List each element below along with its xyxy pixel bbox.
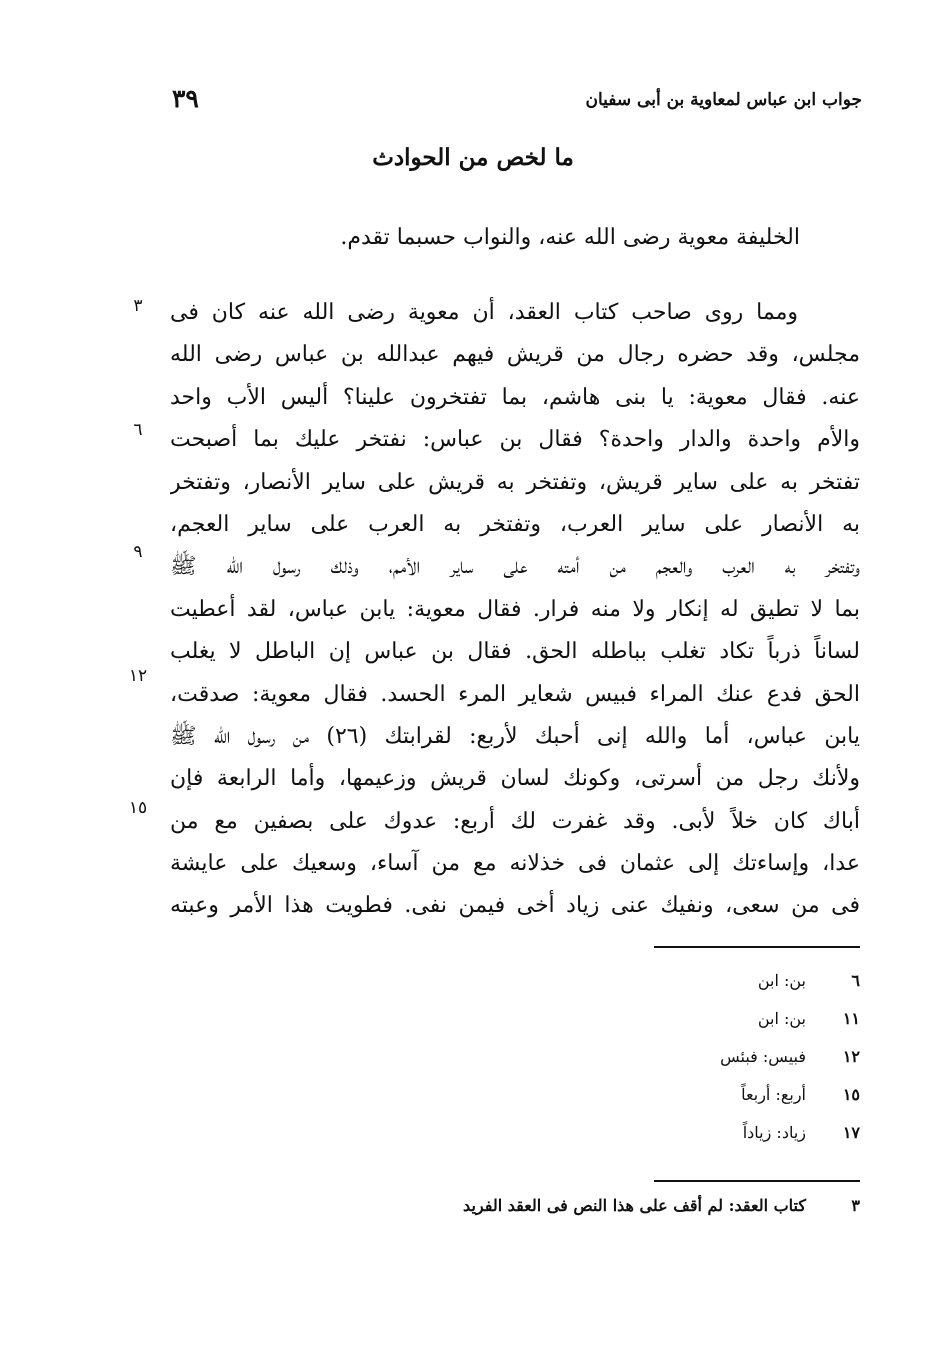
section-title: ما لخص من الحوادث: [372, 144, 574, 171]
running-title: جواب ابن عباس لمعاوية بن أبى سفيان: [585, 90, 862, 110]
apparatus-line: ١١: [842, 1009, 860, 1028]
apparatus-text: بن: ابن: [757, 1009, 806, 1028]
line-number: ٩: [133, 542, 143, 562]
body-line: لساناً ذرباً تكاد تغلب بباطله الحق. فقال بن عباس إن الباطل لا يغلب: [170, 639, 860, 665]
apparatus-entry: [610, 1114, 860, 1152]
running-header: [172, 84, 862, 118]
critical-apparatus: [610, 962, 860, 1152]
line-number: ٦: [133, 420, 143, 440]
body-line: فى من سعى، ونفيك عنى زياد أخى فيمن نفى. فطويت هذا الأمر وعبته: [170, 893, 860, 919]
line-number: ٣: [133, 296, 143, 316]
body-line: عنه. فقال معوية: يا بنى هاشم، بما تفتخرون علينا؟ أليس الأب واحد: [170, 384, 860, 410]
body-line: مجلس، وقد حضره رجال من قريش فيهم عبدالله بن عباس رضى الله: [170, 342, 860, 368]
body-line: ومما روى صاحب كتاب العقد، أن معوية رضى الله عنه كان فى: [170, 300, 798, 325]
apparatus-line: ١٢: [842, 1047, 860, 1066]
apparatus-line: ١٥: [842, 1085, 860, 1104]
footnote-line: ٣: [851, 1196, 860, 1215]
body-line: تفتخر به على ساير قريش، وتفتخر به قريش على ساير الأنصار، وتفتخر: [170, 469, 860, 495]
body-line: الحق فدع عنك المراء فبيس شعاير المرء الحسد. فقال معوية: صدقت،: [170, 681, 860, 707]
apparatus-line: ٦: [851, 971, 860, 990]
line-number: ١٥: [128, 798, 148, 818]
body-line: والأم واحدة والدار واحدة؟ فقال بن عباس: نفتخر عليك بما أصبحت: [170, 427, 860, 453]
footnote: [463, 1196, 860, 1215]
body-line: بما لا تطيق له إنكار ولا منه فرار. فقال معوية: يابن عباس، لقد أعطيت: [170, 596, 860, 622]
apparatus-text: فبيس: فبئس: [720, 1047, 806, 1066]
apparatus-entry: [610, 1038, 860, 1076]
apparatus-entry: [610, 962, 860, 1000]
body-line: به الأنصار على ساير العرب، وتفتخر به العرب على ساير العجم،: [170, 511, 860, 537]
apparatus-text: أربع: أربعاً: [741, 1085, 806, 1104]
line-number: ١٢: [128, 666, 148, 686]
body-line: أباك كان خلاً لأبى. وقد غفرت لك أربع: عدوك على بصفين مع من: [170, 808, 860, 834]
body-line: وتفتخر به العرب والعجم من أمته على ساير الأمم، وذلك رسول الله ﷺ: [170, 554, 860, 580]
footnote-divider: [654, 1180, 860, 1182]
apparatus-entry: [610, 1076, 860, 1114]
intro-line: الخليفة معوية رضى الله عنه، والنواب حسبما تقدم.: [340, 225, 800, 250]
body-line: عدا، وإساءتك إلى عثمان فى خذلانه مع من آساء، وسعيك على عايشة: [170, 851, 860, 877]
apparatus-text: بن: ابن: [757, 971, 806, 990]
body-text: [170, 292, 860, 928]
apparatus-line: ١٧: [842, 1123, 860, 1142]
footnote-text: كتاب العقد: لم أقف على هذا النص فى العقد الفريد: [463, 1196, 806, 1215]
apparatus-entry: [610, 1000, 860, 1038]
apparatus-text: زياد: زياداً: [742, 1123, 806, 1142]
apparatus-divider: [654, 946, 860, 948]
body-line: يابن عباس، أما والله إنى أحبك لأربع: لقرابتك (٢٦) من رسول الله ﷺ: [170, 723, 860, 749]
page-number: ٣٩: [172, 84, 199, 113]
body-line: ولأنك رجل من أسرتى، وكونك لسان قريش وزعيمها، وأما الرابعة فإن: [170, 766, 860, 792]
